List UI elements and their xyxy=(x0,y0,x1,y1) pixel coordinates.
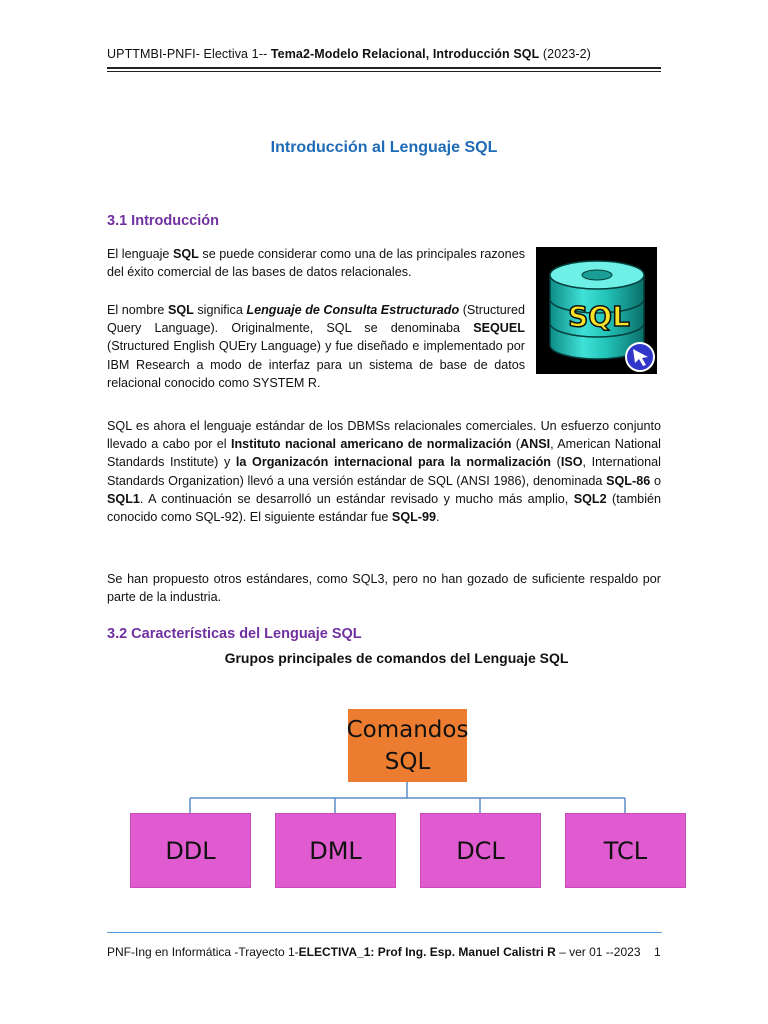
paragraph-1 xyxy=(107,245,525,281)
leaf-box-dcl: DCL xyxy=(420,813,541,888)
bold-term: SEQUEL xyxy=(473,321,525,336)
text-run: significa xyxy=(193,303,247,317)
text-run: SQL es ahora el lenguaje estándar de los DBMSs relacionales comerciales. Un esfuerzo conjunto llevado a cabo por el xyxy=(107,419,661,452)
footer-suffix: – ver 01 --2023 xyxy=(555,945,641,959)
text-run: , American National Standards Institute) y xyxy=(107,437,661,470)
text-run: El lenguaje xyxy=(107,247,173,261)
bold-term: SQL-99 xyxy=(391,510,437,525)
text-run: (también conocido como SQL-92). El siguiente estándar fue xyxy=(107,491,661,525)
footer-prefix: PNF-Ing en Informática -Trayecto 1- xyxy=(107,945,299,959)
leaf-box-dml: DML xyxy=(275,813,396,888)
page-header xyxy=(107,47,660,61)
bold-term: SQL xyxy=(172,247,199,261)
header-rule-thin xyxy=(107,71,661,72)
header-rule xyxy=(107,67,661,69)
page-number: 1 xyxy=(654,945,661,959)
bold-term: Instituto nacional americano de normalización xyxy=(230,437,512,452)
sql-database-image xyxy=(536,247,657,374)
text-run: . A continuación se desarrolló un estándar revisado y mucho más amplio, xyxy=(139,491,574,506)
text-run: se puede considerar como una de las principales razones del éxito comercial de las bases de datos relacionales. xyxy=(107,247,525,280)
text-run: (Structured English QUEry Language) y fue diseñado e implementado por IBM Research a modo de interfaz para un sistema de base de datos relacional conocido como SYSTEM R. xyxy=(107,339,525,390)
sql-image-label: SQL xyxy=(568,300,630,333)
root-box-label xyxy=(347,714,469,778)
database-cylinder-icon xyxy=(536,247,657,374)
leaf-box-tcl: TCL xyxy=(565,813,686,888)
bold-italic-term: Lenguaje de Consulta Estructurado xyxy=(246,303,460,317)
paragraph-2 xyxy=(107,301,525,392)
text-run: (Structured Query Language). Originalmente, SQL se denominaba xyxy=(107,303,526,336)
bold-term: SQL xyxy=(167,303,194,317)
header-topic: Tema2-Modelo Relacional, Introducción SQL xyxy=(270,47,540,61)
page-title: Introducción al Lenguaje SQL xyxy=(270,139,498,156)
text-run: . xyxy=(436,510,440,525)
text-run: ( xyxy=(551,455,561,470)
page-footer xyxy=(107,945,667,959)
footer-author: ELECTIVA_1: Prof Ing. Esp. Manuel Calistri R xyxy=(298,945,556,959)
paragraph-3 xyxy=(107,417,661,526)
leaf-box-ddl: DDL xyxy=(130,813,251,888)
bold-term: SQL1 xyxy=(107,491,140,506)
text-run: El nombre xyxy=(107,303,168,317)
bold-term: la Organizacón internacional para la normalización xyxy=(235,455,551,470)
bold-term: SQL-86 xyxy=(606,473,651,488)
section-heading-caracteristicas: 3.2 Características del Lenguaje SQL xyxy=(107,626,362,642)
text-run: ( xyxy=(511,437,520,452)
root-label-line-1: Comandos xyxy=(346,716,469,743)
bold-term: ANSI xyxy=(520,437,551,452)
text-run: , International Standards Organization) llevó a una versión estándar de SQL (ANSI 1986), denominada xyxy=(107,455,661,488)
root-box-comandos-sql xyxy=(348,709,467,782)
header-suffix: (2023-2) xyxy=(539,47,591,61)
text-run: o xyxy=(650,473,661,488)
sql-commands-diagram xyxy=(110,700,700,900)
header-prefix: UPTTMBI-PNFI- Electiva 1-- xyxy=(107,47,271,61)
diagram-title: Grupos principales de comandos del Lenguaje SQL xyxy=(224,650,569,666)
bold-term: ISO xyxy=(560,455,583,470)
bold-term: SQL2 xyxy=(573,491,607,506)
section-heading-introduccion: 3.1 Introducción xyxy=(107,213,219,229)
text-run: Se han propuesto otros estándares, como SQL3, pero no han gozado de suficiente respaldo por parte de la industria. xyxy=(107,572,661,605)
root-label-line-2: SQL xyxy=(384,748,431,775)
paragraph-4 xyxy=(107,570,661,606)
footer-rule xyxy=(107,932,662,933)
